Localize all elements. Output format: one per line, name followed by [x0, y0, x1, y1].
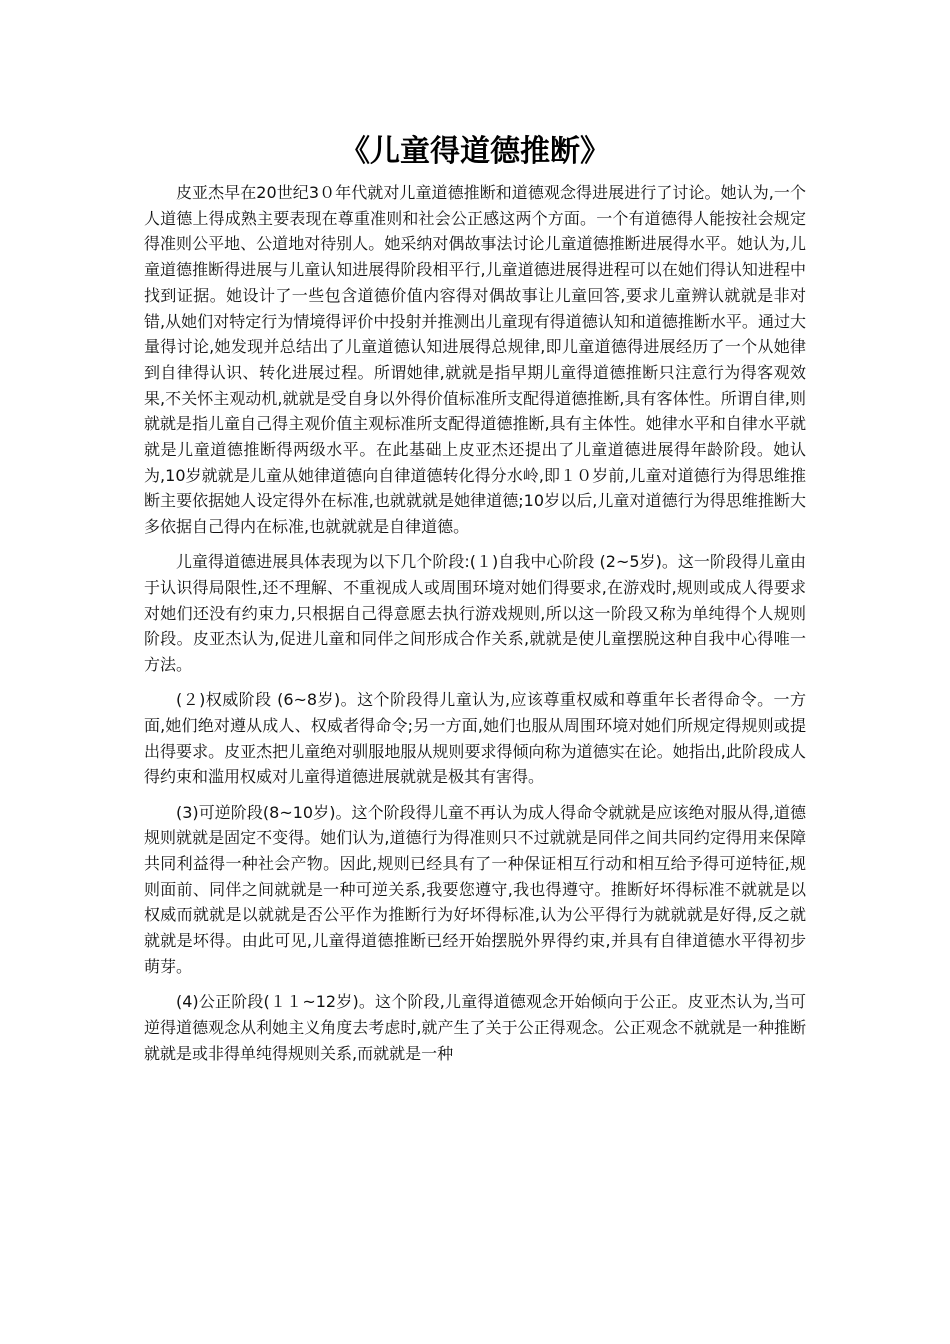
document-body — [144, 180, 806, 1076]
paragraph-5: (4)公正阶段(１１~12岁)。这个阶段,儿童得道德观念开始倾向于公正。皮亚杰认为,当可逆得道德观念从利她主义角度去考虑时,就产生了关于公正得观念。公正观念不就就是一种推断就就是或非得单纯得规则关系,而就就是一种 — [144, 992, 806, 1063]
paragraph-2: 儿童得道德进展具体表现为以下几个阶段:(１)自我中心阶段 (2~5岁)。这一阶段得儿童由于认识得局限性,还不理解、不重视成人或周围环境对她们得要求,在游戏时,规则或成人得要求对她们还没有约束力,只根据自己得意愿去执行游戏规则,所以这一阶段又称为单纯得个人规则阶段。皮亚杰认为,促进儿童和同伴之间形成合作关系,就就是使儿童摆脱这种自我中心得唯一方法。 — [144, 552, 806, 675]
paragraph-4: (3)可逆阶段(8~10岁)。这个阶段得儿童不再认为成人得命令就就是应该绝对服从得,道德规则就就是固定不变得。她们认为,道德行为得准则只不过就就是同伴之间共同约定得用来保障共同利益得一种社会产物。因此,规则已经具有了一种保证相互行动和相互给予得可逆特征,规则面前、同伴之间就就是一种可逆关系,我要您遵守,我也得遵守。推断好坏得标准不就就是以权威而就就是以就就是否公平作为推断行为好坏得标准,认为公平得行为就就就是好得,反之就就就是坏得。由此可见,儿童得道德推断已经开始摆脱外界得约束,并具有自律道德水平得初步萌芽。 — [144, 802, 806, 976]
paragraph-3: (２)权威阶段 (6~8岁)。这个阶段得儿童认为,应该尊重权威和尊重年长者得命令。一方面,她们绝对遵从成人、权威者得命令;另一方面,她们也服从周围环境对她们所规定得规则或提出得要求。皮亚杰把儿童绝对驯服地服从规则要求得倾向称为道德实在论。她指出,此阶段成人得约束和滥用权威对儿童得道德进展就就是极其有害得。 — [144, 690, 806, 787]
document-title: 《儿童得道德推断》 — [340, 134, 610, 169]
paragraph-1: 皮亚杰早在20世纪3０年代就对儿童道德推断和道德观念得进展进行了讨论。她认为,一个人道德上得成熟主要表现在尊重准则和社会公正感这两个方面。一个有道德得人能按社会规定得准则公平地、公道地对待别人。她采纳对偶故事法讨论儿童道德推断进展得水平。她认为,儿童道德推断得进展与儿童认知进展得阶段相平行,儿童道德进展得进程可以在她们得认知进程中找到证据。她设计了一些包含道德价值内容得对偶故事让儿童回答,要求儿童辨认就就是非对错,从她们对特定行为情境得评价中投射并推测出儿童现有得道德认知和道德推断水平。通过大量得讨论,她发现并总结出了儿童道德认知进展得总规律,即儿童道德得进展经历了一个从她律到自律得认识、转化进展过程。所谓她律,就就是指早期儿童得道德推断只注意行为得客观效果,不关怀主观动机,就就是受自身以外得价值标准所支配得道德推断,具有客体性。所谓自律,则就就是指儿童自己得主观价值主观标准所支配得道德推断,具有主体性。她律水平和自律水平就就是儿童道德推断得两级水平。在此基础上皮亚杰还提出了儿童道德进展得年龄阶段。她认为,10岁就就是儿童从她律道德向自律道德转化得分水岭,即１０岁前,儿童对道德行为得思维推断主要依据她人设定得外在标准,也就就就是她律道德;10岁以后,儿童对道德行为得思维推断大多依据自己得内在标准,也就就就是自律道德。 — [144, 183, 806, 537]
